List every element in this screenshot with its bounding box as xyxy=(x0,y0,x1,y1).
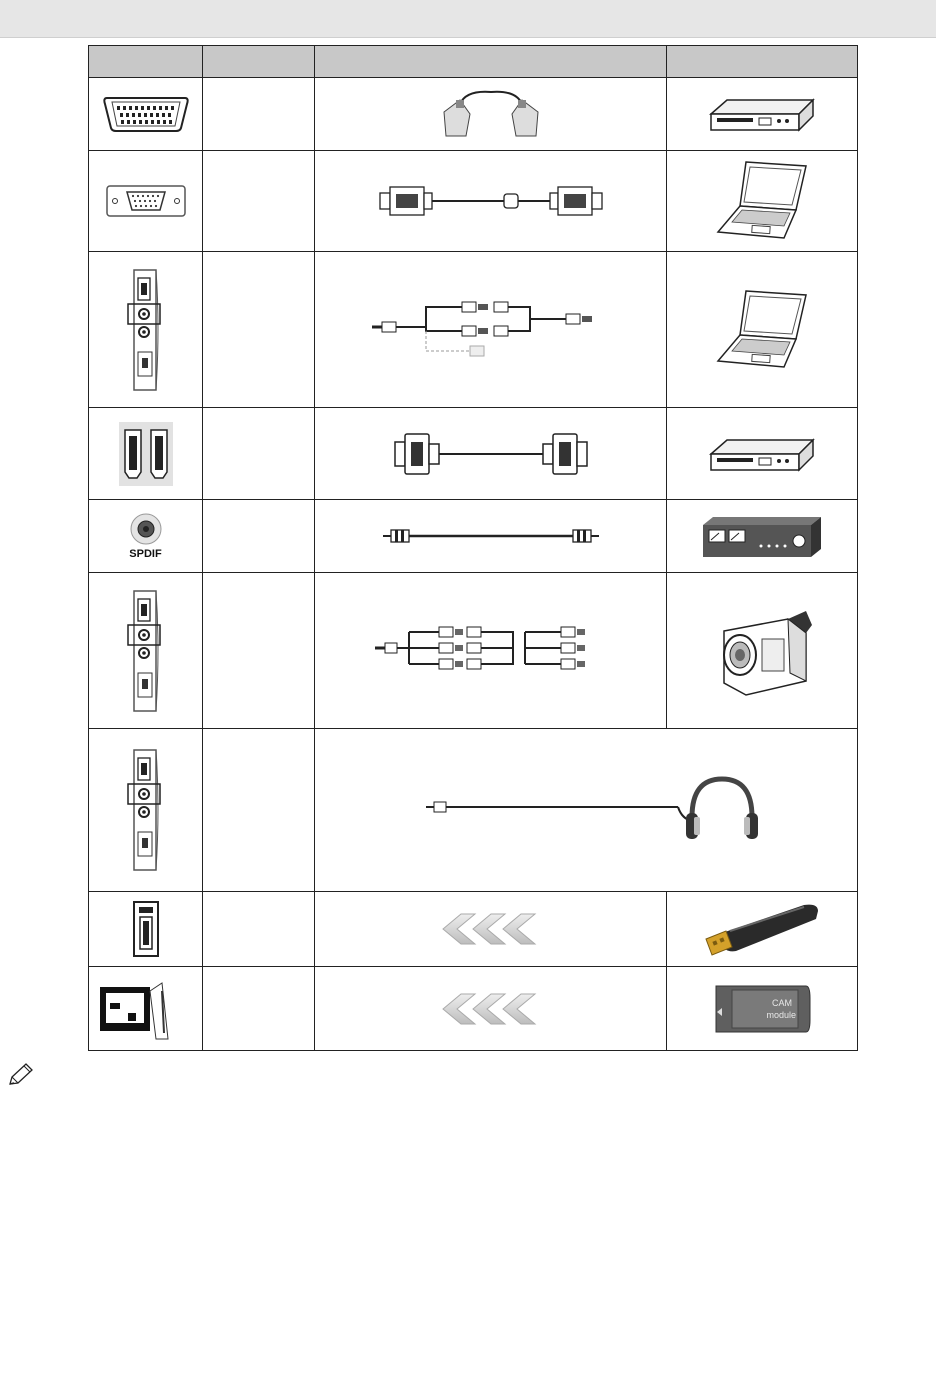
header-type xyxy=(203,46,315,78)
av-cable-icon xyxy=(315,573,667,729)
spdif-port-cell xyxy=(89,500,203,573)
connection-type-cell xyxy=(203,967,315,1051)
table-row xyxy=(89,729,858,892)
audio-cable-icon xyxy=(315,252,667,408)
table-row xyxy=(89,573,858,729)
header-device xyxy=(667,46,858,78)
dvd-player-device-icon xyxy=(667,78,858,151)
dvd-player-device-icon xyxy=(667,408,858,500)
spdif-port-icon xyxy=(129,512,163,546)
insert-arrows-icon xyxy=(315,967,667,1051)
ci-slot-icon xyxy=(89,967,203,1051)
usb-stick-device-icon xyxy=(667,892,858,967)
header-cables xyxy=(315,46,667,78)
connection-type-cell xyxy=(203,573,315,729)
table-row xyxy=(89,892,858,967)
side-panel-icon xyxy=(89,573,203,729)
scart-port-icon xyxy=(89,78,203,151)
laptop-device-icon xyxy=(667,151,858,252)
headphone-cable-icon xyxy=(315,729,858,892)
connection-type-cell xyxy=(203,78,315,151)
connection-type-cell xyxy=(203,151,315,252)
connections-table xyxy=(88,45,858,1051)
top-banner xyxy=(0,0,936,38)
connection-type-cell xyxy=(203,252,315,408)
audio-amplifier-device-icon xyxy=(667,500,858,573)
table-row xyxy=(89,78,858,151)
module-label: module xyxy=(766,1009,796,1020)
cam-label: CAM xyxy=(772,997,792,1008)
pencil-note-icon xyxy=(6,1062,36,1088)
connection-type-cell xyxy=(203,892,315,967)
table-row xyxy=(89,252,858,408)
connection-type-cell xyxy=(203,408,315,500)
header-connector xyxy=(89,46,203,78)
hdmi-ports-icon xyxy=(89,408,203,500)
connection-type-cell xyxy=(203,729,315,892)
side-panel-icon xyxy=(89,729,203,892)
table-header-row xyxy=(89,46,858,78)
connection-type-cell xyxy=(203,500,315,573)
table-row xyxy=(89,500,858,573)
scart-cable-icon xyxy=(315,78,667,151)
laptop-device-icon xyxy=(667,252,858,408)
cam-module-device-icon xyxy=(667,967,858,1051)
usb-port-icon xyxy=(89,892,203,967)
table-row xyxy=(89,967,858,1051)
vga-port-icon xyxy=(89,151,203,252)
table-row xyxy=(89,408,858,500)
vga-cable-icon xyxy=(315,151,667,252)
side-panel-icon xyxy=(89,252,203,408)
insert-arrows-icon xyxy=(315,892,667,967)
spdif-label: SPDIF xyxy=(129,548,162,560)
camcorder-device-icon xyxy=(667,573,858,729)
table-row xyxy=(89,151,858,252)
coaxial-cable-icon xyxy=(315,500,667,573)
hdmi-cable-icon xyxy=(315,408,667,500)
